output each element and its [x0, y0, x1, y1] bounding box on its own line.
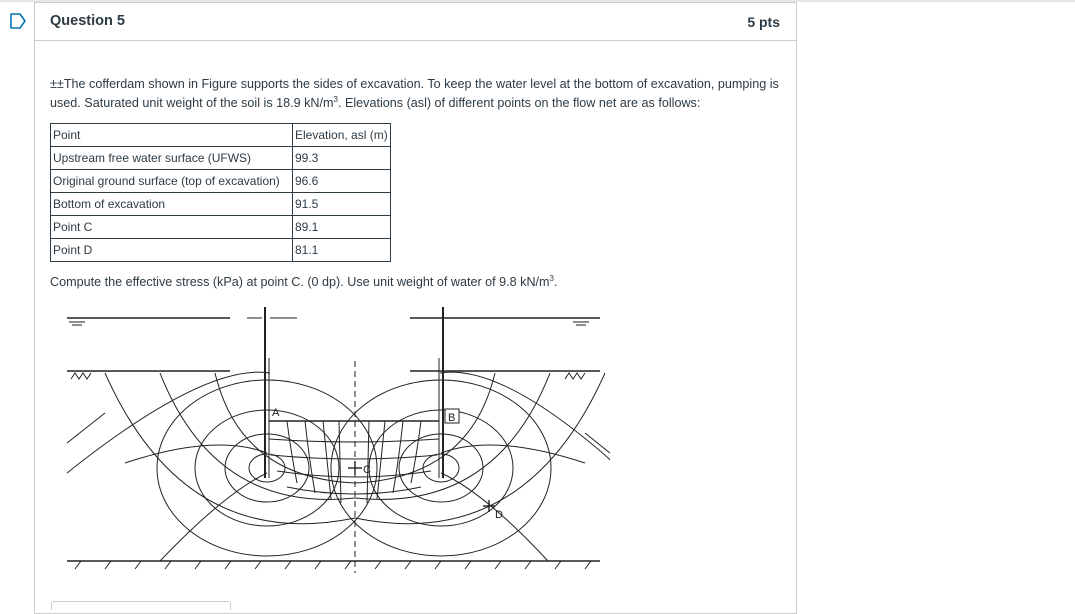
table-header-row: [51, 124, 391, 147]
question-text: [50, 75, 785, 113]
next-question-edge: [51, 601, 231, 610]
compute-instruction: [50, 275, 558, 289]
question-text-sup: 3: [333, 94, 338, 104]
table-header-elevation: Elevation, asl (m): [293, 124, 391, 147]
table-cell-elevation: 91.5: [293, 193, 391, 216]
table-cell-elevation: 89.1: [293, 216, 391, 239]
compute-sup: 3: [549, 273, 554, 283]
question-card: [34, 2, 797, 614]
flag-question-icon[interactable]: [9, 12, 27, 30]
question-header: [35, 3, 796, 41]
label-b: B: [448, 412, 456, 424]
question-title: Question 5: [50, 13, 125, 29]
elevation-table: [50, 123, 391, 262]
table-cell-elevation: 81.1: [293, 239, 391, 262]
table-cell-elevation: 99.3: [293, 147, 391, 170]
compute-text: Compute the effective stress (kPa) at point C. (0 dp). Use unit weight of water of 9.8 kN/m: [50, 275, 550, 289]
table-row: [51, 216, 391, 239]
table-cell-elevation: 96.6: [293, 170, 391, 193]
label-c: C: [363, 464, 371, 476]
table-header-point: Point: [51, 124, 293, 147]
question-text-tail: . Elevations (asl) of different points on the flow net are as follows:: [337, 96, 701, 110]
table-row: [51, 239, 391, 262]
table-row: [51, 147, 391, 170]
table-cell-point: Point C: [51, 216, 293, 239]
table-row: [51, 170, 391, 193]
table-cell-point: Bottom of excavation: [51, 193, 293, 216]
question-text-main: ±±The cofferdam shown in Figure supports the sides of excavation. To keep the water level at the bottom of excavation, pumping is used. Saturated unit weight of the soil is 18.9 kN/m: [50, 77, 779, 110]
compute-tail: .: [554, 275, 558, 289]
label-d: D: [495, 509, 503, 521]
flow-net-figure: [65, 303, 610, 578]
table-cell-point: Point D: [51, 239, 293, 262]
table-row: [51, 193, 391, 216]
question-points: 5 pts: [747, 14, 780, 30]
table-cell-point: Original ground surface (top of excavation): [51, 170, 293, 193]
table-cell-point: Upstream free water surface (UFWS): [51, 147, 293, 170]
label-a: A: [272, 407, 280, 419]
